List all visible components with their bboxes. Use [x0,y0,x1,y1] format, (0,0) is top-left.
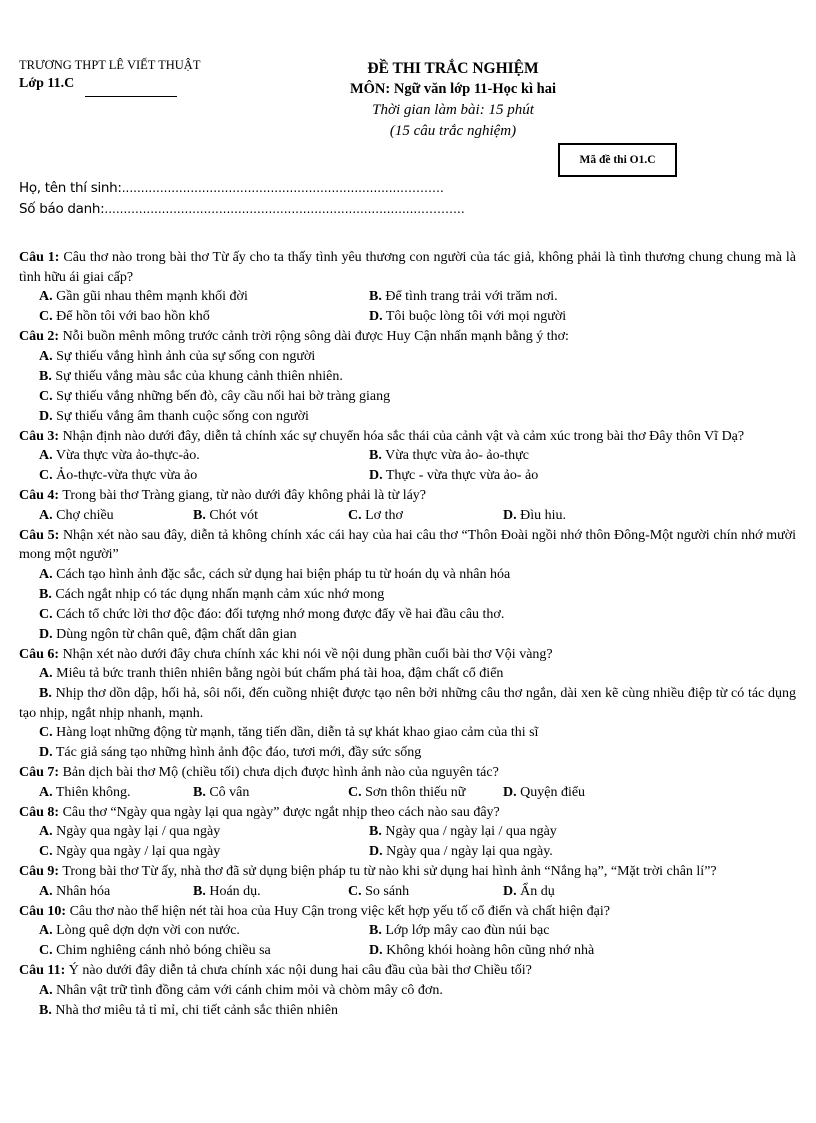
question [19,902,796,962]
question-stem [19,862,796,882]
question [19,645,796,764]
question [19,803,796,863]
option[interactable] [19,625,796,645]
option[interactable] [19,466,369,486]
name-label: Họ, tên thí sinh: [19,180,122,196]
question-number: Câu 8: [19,804,60,820]
option-letter: A. [39,923,53,938]
option[interactable] [19,981,796,1001]
option-letter: D. [39,745,53,760]
question [19,248,796,327]
option-text: Gần gũi nhau thêm mạnh khối đời [56,289,248,304]
option-text: Ngày qua / ngày lại qua ngày. [386,844,553,859]
question-number: Câu 9: [19,864,60,879]
question-text: Nhận xét nào sau đây, diễn tả không chính xác cái hay của hai câu thơ “Thôn Đoài ngồi nhớ thôn Đông-Một người chín nhớ mười mong một người” [19,527,797,562]
question [19,862,796,902]
exam-subject: MÔN: Ngữ văn lớp 11-Học kì hai [349,81,557,97]
option[interactable] [19,446,369,466]
option-text: Không khói hoàng hôn cũng nhớ nhà [386,943,595,958]
option[interactable] [369,307,566,327]
option[interactable] [19,941,369,961]
question [19,961,796,1021]
option-text: Tác giả sáng tạo những hình ảnh độc đáo, tươi mới, đầy sức sống [55,745,422,760]
question-stem [19,961,796,981]
question-text: Nỗi buồn mênh mông trước cảnh trời rộng sông dài được Huy Cận nhấn mạnh bằng ý thơ: [62,329,569,344]
option-letter: B. [369,824,382,839]
question-stem [19,486,796,506]
option-text: Thiên không. [55,784,131,800]
option-text: Miêu tả bức tranh thiên nhiên bằng ngòi bút chấm phá tài hoa, đậm chất cổ điển [56,666,504,681]
option-letter: C. [39,725,53,740]
option[interactable] [193,882,348,902]
option[interactable] [19,783,193,803]
option-letter: A. [39,448,53,463]
exam-time: Thời gian làm bài: 15 phút [372,102,534,118]
option-letter: C. [39,309,53,324]
option-text: Sơn thôn thiếu nữ [365,784,466,800]
option-text: Sự thiếu vắng hình ảnh của sự sống con người [56,348,316,364]
question-number: Câu 7: [19,765,60,780]
option-text: Dùng ngôn từ chân quê, đậm chất dân gian [56,626,297,642]
option-text: Cách tổ chức lời thơ độc đáo: đối tượng nhớ mong được đẩy về hai đầu câu thơ. [56,606,505,622]
exam-question-count: (15 câu trắc nghiệm) [389,123,517,139]
question-stem [19,763,796,783]
name-field[interactable] [19,180,444,196]
option-row [19,307,796,327]
option-letter: D. [369,844,383,859]
option-letter: D. [503,507,517,523]
option-text: Cách ngắt nhịp có tác dụng nhấn mạnh cảm xúc nhớ mong [55,586,385,602]
option-letter: C. [348,784,362,800]
option-text: Nhịp thơ dồn dập, hối hả, sôi nổi, đến cuồng nhiệt được tạo nên bởi những câu thơ ngắn, dài xen kẽ cùng nhiều điệp từ có tác dụng tạo nhịp, ngắt nhịp nhanh, mạnh. [19,686,797,721]
exam-code: Mã đề thi O1.C [579,154,656,166]
id-dots: ...................................................................................……….. [104,202,465,216]
option-text: Ngày qua ngày / lại qua ngày [56,844,221,859]
option-letter: C. [39,943,53,958]
option-letter: D. [369,943,383,958]
option-letter: D. [369,309,383,324]
name-dots: ..........................................................................………. [121,181,444,195]
option[interactable] [19,387,796,407]
question-stem [19,803,796,823]
option-text: So sánh [365,883,410,899]
option-text: Lơ thơ [365,507,403,523]
class-underline [85,96,177,97]
option[interactable] [369,466,538,486]
option-text: Sự thiếu vắng âm thanh cuộc sống con người [56,408,309,424]
option-letter: B. [193,784,206,800]
option[interactable] [19,565,796,585]
option-row [19,287,796,307]
option-row [19,882,796,902]
option[interactable] [19,407,796,427]
option-letter: B. [193,883,206,899]
option-letter: C. [39,388,53,404]
option-text: Cách tạo hình ảnh đặc sắc, cách sử dụng hai biện pháp tu từ hoán dụ và nhân hóa [56,566,511,582]
option-text: Nhân hóa [56,883,111,899]
option-row [19,506,796,526]
option-letter: B. [193,507,206,523]
option-text: Thực - vừa thực vừa ảo- ảo [385,468,539,483]
option-letter: A. [39,784,53,800]
option[interactable] [348,882,503,902]
option-text: Lớp lớp mây cao đùn núi bạc [385,923,550,938]
question-number: Câu 5: [19,527,60,543]
option-letter: B. [369,923,382,938]
option-letter: B. [39,586,52,602]
option-text: Vừa thực vừa ảo- ảo-thực [385,448,529,463]
question [19,763,796,803]
option[interactable] [19,684,796,723]
option[interactable] [19,1001,796,1021]
id-label: Số báo danh: [19,201,105,217]
option-letter: A. [39,507,53,523]
option[interactable] [19,367,796,387]
option[interactable] [19,822,369,842]
option[interactable] [369,842,553,862]
option-letter: B. [39,1002,52,1018]
option[interactable] [369,446,529,466]
option-text: Đìu hiu. [520,507,567,523]
option-letter: B. [39,368,52,384]
option-letter: A. [39,824,53,839]
option[interactable] [19,842,369,862]
option-text: Cô vân [209,784,250,800]
option-text: Lòng quê dợn dợn vời con nước. [56,923,240,938]
option[interactable] [369,921,549,941]
option-text: Nhà thơ miêu tả tỉ mỉ, chi tiết cảnh sắc thiên nhiên [55,1002,339,1018]
exam-code-box [558,143,677,177]
question-stem [19,327,796,347]
option-text: Nhân vật trữ tình đồng cảm với cánh chim mỏi và chòm mây cô đơn. [56,982,443,998]
option[interactable] [19,743,796,763]
option[interactable] [19,664,796,684]
option-letter: A. [39,348,53,364]
question [19,486,796,526]
option-letter: B. [369,448,382,463]
option-row [19,446,796,466]
question-stem [19,526,796,565]
option-text: Ngày qua / ngày lại / qua ngày [385,824,557,839]
option-letter: A. [39,666,53,681]
option-letter: D. [503,784,517,800]
option[interactable] [19,347,796,367]
option-row [19,822,796,842]
question-number: Câu 2: [19,329,60,344]
option-letter: A. [39,982,53,998]
option[interactable] [19,585,796,605]
option[interactable] [369,287,558,307]
question [19,427,796,487]
option[interactable] [369,822,557,842]
option[interactable] [193,783,348,803]
option-text: Chợ chiều [56,507,114,523]
option-text: Vừa thực vừa ảo-thực-ảo. [55,448,200,463]
question-number: Câu 11: [19,963,66,978]
question-number: Câu 6: [19,646,60,662]
option-letter: C. [39,468,53,483]
option-text: Để hồn tôi với bao hồn khổ [56,309,210,324]
exam-title-block [298,58,608,142]
question-stem [19,902,796,922]
option[interactable] [503,506,658,526]
question-list [19,248,796,1021]
option-letter: C. [39,844,53,859]
option-text: Ảo-thực-vừa thực vừa ảo [56,468,198,483]
option-row [19,466,796,486]
option-text: Quyện điểu [520,784,586,800]
question-text: Trong bài thơ Từ ấy, nhà thơ đã sử dụng biện pháp tu từ nào khi sử dụng hai hình ảnh “Nắng hạ”, “Mặt trời chân lí”? [62,864,717,879]
question-text: Bản dịch bài thơ Mộ (chiều tối) chưa dịch được hình ảnh nào của nguyên tác? [62,765,499,780]
question-text: Câu thơ “Ngày qua ngày lại qua ngày” được ngắt nhịp theo cách nào sau đây? [62,804,500,820]
question-text: Ý nào dưới đây diễn tả chưa chính xác nội dung hai câu đầu của bài thơ Chiều tối? [68,963,532,978]
option-text: Chim nghiêng cánh nhỏ bóng chiều sa [56,943,271,958]
option[interactable] [369,941,594,961]
option-row [19,921,796,941]
option-letter: D. [503,883,517,899]
question-stem [19,427,796,447]
id-field[interactable] [19,201,465,217]
option-letter: B. [39,686,52,701]
option-row [19,842,796,862]
option-letter: B. [369,289,382,304]
option-letter: D. [369,468,383,483]
school-name: TRƯƠNG THPT LÊ VIẾT THUẬT [19,58,201,72]
question-text: Nhận định nào dưới đây, diễn tả chính xác sự chuyển hóa sắc thái của cảnh vật và cảm xúc trong bài thơ Đây thôn Vĩ Dạ? [62,428,745,444]
option-text: Tôi buộc lòng tôi với mọi người [385,309,567,324]
option-letter: D. [39,408,53,424]
option-text: Để tình trang trải với trăm nơi. [385,289,558,304]
question-text: Nhận xét nào dưới đây chưa chính xác khi nói về nội dung phần cuối bài thơ Vội vàng? [62,646,553,662]
question-number: Câu 3: [19,428,60,444]
option-letter: A. [39,566,53,582]
question-text: Câu thơ nào trong bài thơ Từ ấy cho ta thấy tình yêu thương con người của tác giả, không phải là tình thương chung chung mà là tình hữu ái giai cấp? [19,250,797,285]
option[interactable] [19,882,193,902]
option-text: Sự thiếu vắng những bến đò, cây cầu nối hai bờ tràng giang [56,388,391,404]
option-letter: C. [39,606,53,622]
option-letter: A. [39,289,53,304]
option[interactable] [193,506,348,526]
class-name: Lớp 11.C [19,76,75,91]
question-number: Câu 10: [19,903,67,919]
option[interactable] [503,882,658,902]
question-text: Trong bài thơ Tràng giang, từ nào dưới đây không phải là từ láy? [62,488,427,503]
option-text: Ngày qua ngày lại / qua ngày [56,824,221,839]
option[interactable] [19,605,796,625]
option-letter: D. [39,626,53,642]
question-number: Câu 4: [19,488,60,503]
option[interactable] [19,723,796,743]
option-text: Hàng loạt những động từ mạnh, tăng tiến dần, diễn tả sự khát khao giao cảm của thi sĩ [56,725,539,740]
option-letter: C. [348,507,362,523]
question-number: Câu 1: [19,250,60,265]
option[interactable] [348,506,503,526]
option[interactable] [503,783,658,803]
option[interactable] [348,783,503,803]
option-text: Sự thiếu vắng màu sắc của khung cảnh thiên nhiên. [55,368,343,384]
question [19,327,796,427]
option-letter: C. [348,883,362,899]
question-stem [19,645,796,665]
option[interactable] [19,506,193,526]
exam-title: ĐỀ THI TRẮC NGHIỆM [367,60,539,77]
question [19,526,796,645]
option-text: Hoán dụ. [209,883,261,899]
option[interactable] [19,287,369,307]
option-row [19,783,796,803]
option-row [19,941,796,961]
option-letter: A. [39,883,53,899]
option-text: Chót vót [209,507,258,523]
question-stem [19,248,796,287]
option-text: Ẩn dụ [520,883,555,899]
question-text: Câu thơ nào thể hiện nét tài hoa của Huy Cận trong việc kết hợp yếu tố cổ điển và chất hiện đại? [69,903,610,919]
option[interactable] [19,921,369,941]
option[interactable] [19,307,369,327]
